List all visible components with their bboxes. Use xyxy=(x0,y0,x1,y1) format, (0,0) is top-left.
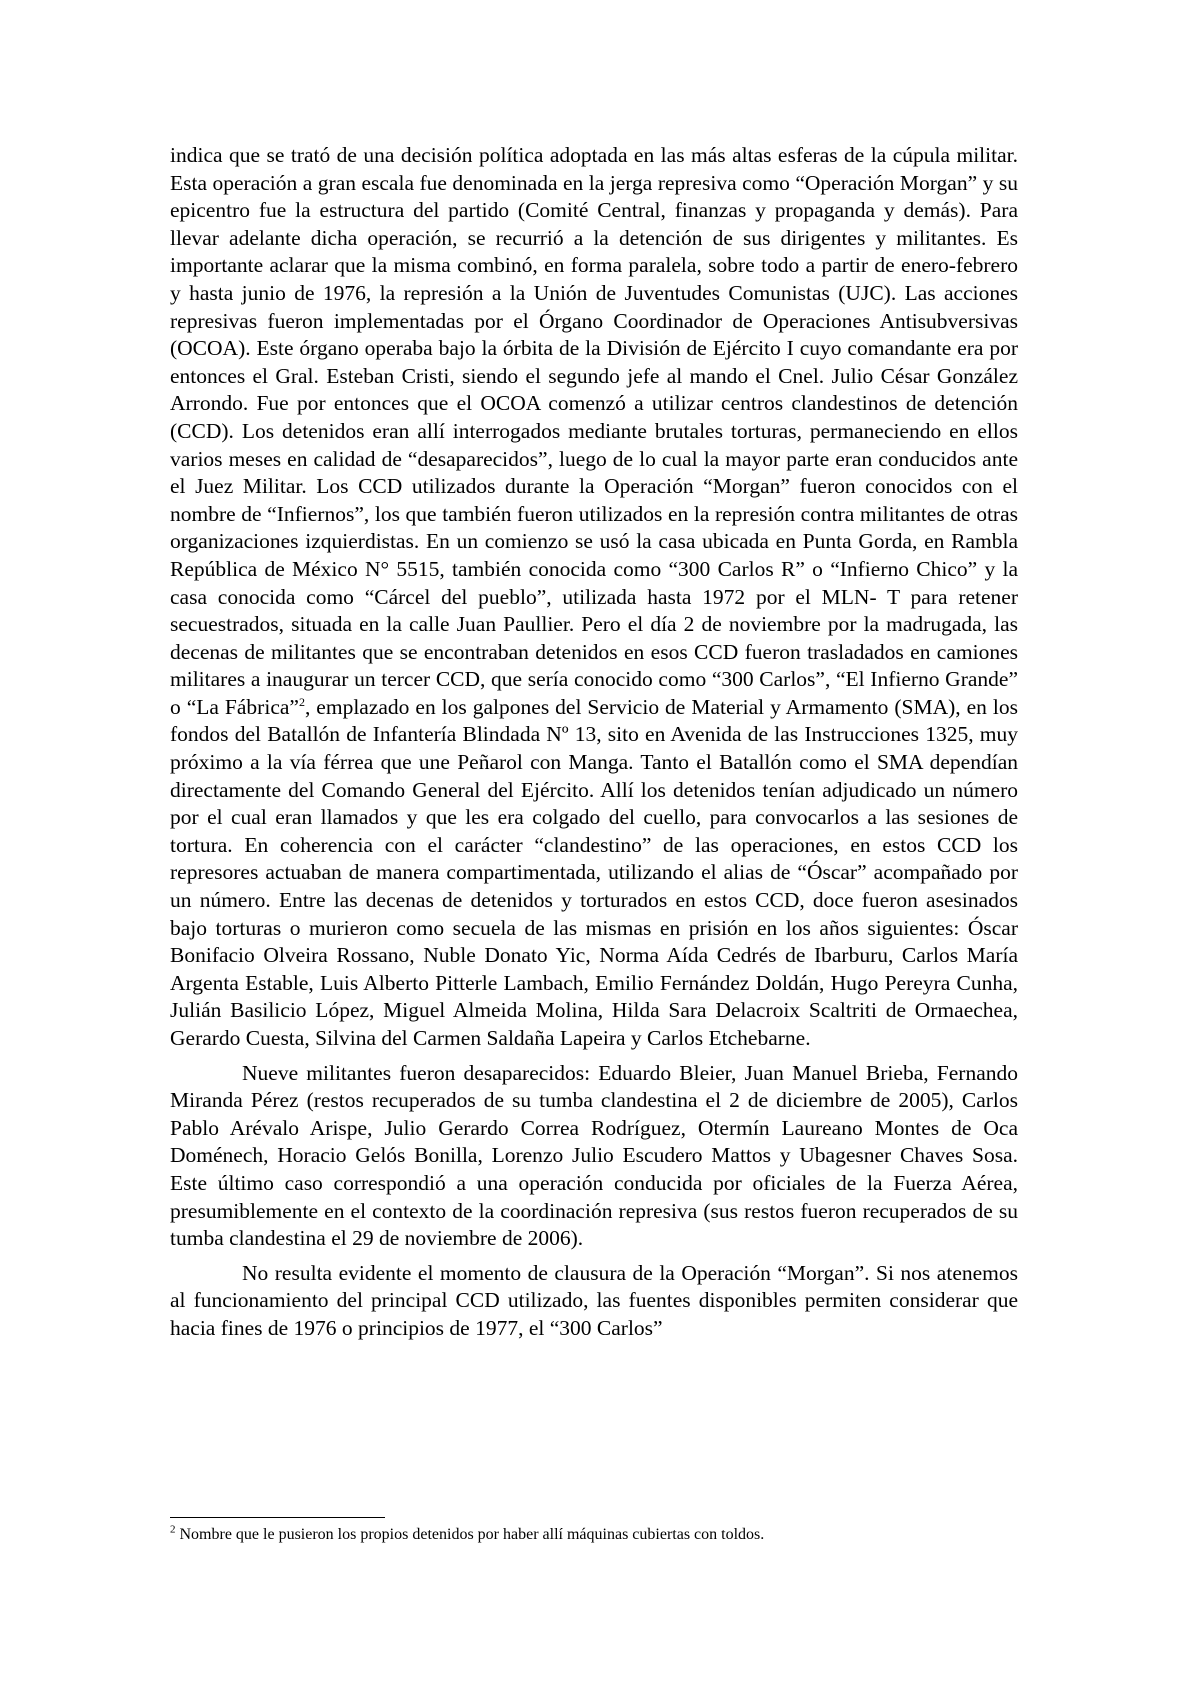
paragraph-1-text-a: indica que se trató de una decisión política adoptada en las más altas esferas de la cúpula militar. Esta operación a gran escala fue denominada en la jerga represiva como “Operación Morgan” y su epicentro fue la estructura del partido (Comité Central, finanzas y propaganda y demás). Para llevar adelante dicha operación, se recurrió a la detención de sus dirigentes y militantes. Es importante aclarar que la misma combinó, en forma paralela, sobre todo a partir de enero-febrero y hasta junio de 1976, la represión a la Unión de Juventudes Comunistas (UJC). Las acciones represivas fueron implementadas por el Órgano Coordinador de Operaciones Antisubversivas (OCOA). Este órgano operaba bajo la órbita de la División de Ejército I cuyo comandante era por entonces el Gral. Esteban Cristi, siendo el segundo jefe al mando el Cnel. Julio César González Arrondo. Fue por entonces que el OCOA comenzó a utilizar centros clandestinos de detención (CCD). Los detenidos eran allí interrogados mediante brutales torturas, permaneciendo en ellos varios meses en calidad de “desaparecidos”, luego de lo cual la mayor parte eran conducidos ante el Juez Militar. Los CCD utilizados durante la Operación “Morgan” fueron conocidos con el nombre de “Infiernos”, los que también fueron utilizados en la represión contra militantes de otras organizaciones izquierdistas. En un comienzo se usó la casa ubicada en Punta Gorda, en Rambla República de México N° 5515, también conocida como “300 Carlos R” o “Infierno Chico” y la casa conocida como “Cárcel del pueblo”, utilizada hasta 1972 por el MLN- T para retener secuestrados, situada en la calle Juan Paullier. Pero el día 2 de noviembre por la madrugada, las decenas de militantes que se encontraban detenidos en esos CCD fueron trasladados en camiones militares a inaugurar un tercer CCD, que sería conocido como “300 Carlos”, “El Infierno Grande” o “La Fábrica” xyxy=(170,143,1018,719)
paragraph-3: No resulta evidente el momento de clausura de la Operación “Morgan”. Si nos atenemos al funcionamiento del principal CCD utilizado, las fuentes disponibles permiten considerar que hacia fines de 1976 o principios de 1977, el “300 Carlos” xyxy=(170,1260,1018,1340)
footnote-text: Nombre que le pusieron los propios detenidos por haber allí máquinas cubiertas con toldos. xyxy=(175,1526,765,1543)
paragraph-1-text-b: , emplazado en los galpones del Servicio de Material y Armamento (SMA), en los fondos del Batallón de Infantería Blindada Nº 13, sito en Avenida de las Instrucciones 1325, muy próximo a la vía férrea que une Peñarol con Manga. Tanto el Batallón como el SMA dependían directamente del Comando General del Ejército. Allí los detenidos tenían adjudicado un número por el cual eran llamados y que les era colgado del cuello, para convocarlos a las sesiones de tortura. En coherencia con el carácter “clandestino” de las operaciones, en estos CCD los represores actuaban de manera compartimentada, utilizando el alias de “Óscar” acompañado por un número. Entre las decenas de detenidos y torturados en estos CCD, doce fueron asesinados bajo torturas o murieron como secuela de las mismas en prisión en los años siguientes: Óscar Bonifacio Olveira Rossano, Nuble Donato Yic, Norma Aída Cedrés de Ibarburu, Carlos María Argenta Estable, Luis Alberto Pitterle Lambach, Emilio Fernández Doldán, Hugo Pereyra Cunha, Julián Basilicio López, Miguel Almeida Molina, Hilda Sara Delacroix Scaltriti de Ormaechea, Gerardo Cuesta, Silvina del Carmen Saldaña Lapeira y Carlos Etchebarne. xyxy=(170,694,1018,1050)
footnote-number: 2 xyxy=(170,1523,176,1536)
footnote-separator xyxy=(170,1517,385,1518)
document-body xyxy=(170,142,1018,1343)
paragraph-2: Nueve militantes fueron desaparecidos: Eduardo Bleier, Juan Manuel Brieba, Fernando Miranda Pérez (restos recuperados de su tumba clandestina el 2 de diciembre de 2005), Carlos Pablo Arévalo Arispe, Julio Gerardo Correa Rodríguez, Otermín Laureano Montes de Oca Doménech, Horacio Gelós Bonilla, Lorenzo Julio Escudero Mattos y Ubagesner Chaves Sosa. Este último caso correspondió a una operación conducida por oficiales de la Fuerza Aérea, presumiblemente en el contexto de la coordinación represiva (sus restos fueron recuperados de su tumba clandestina el 29 de noviembre de 2006). xyxy=(170,1060,1018,1251)
paragraph-1 xyxy=(170,142,1018,1053)
footnote-2 xyxy=(170,1525,1018,1545)
footnote-reference-2[interactable]: 2 xyxy=(298,694,305,709)
